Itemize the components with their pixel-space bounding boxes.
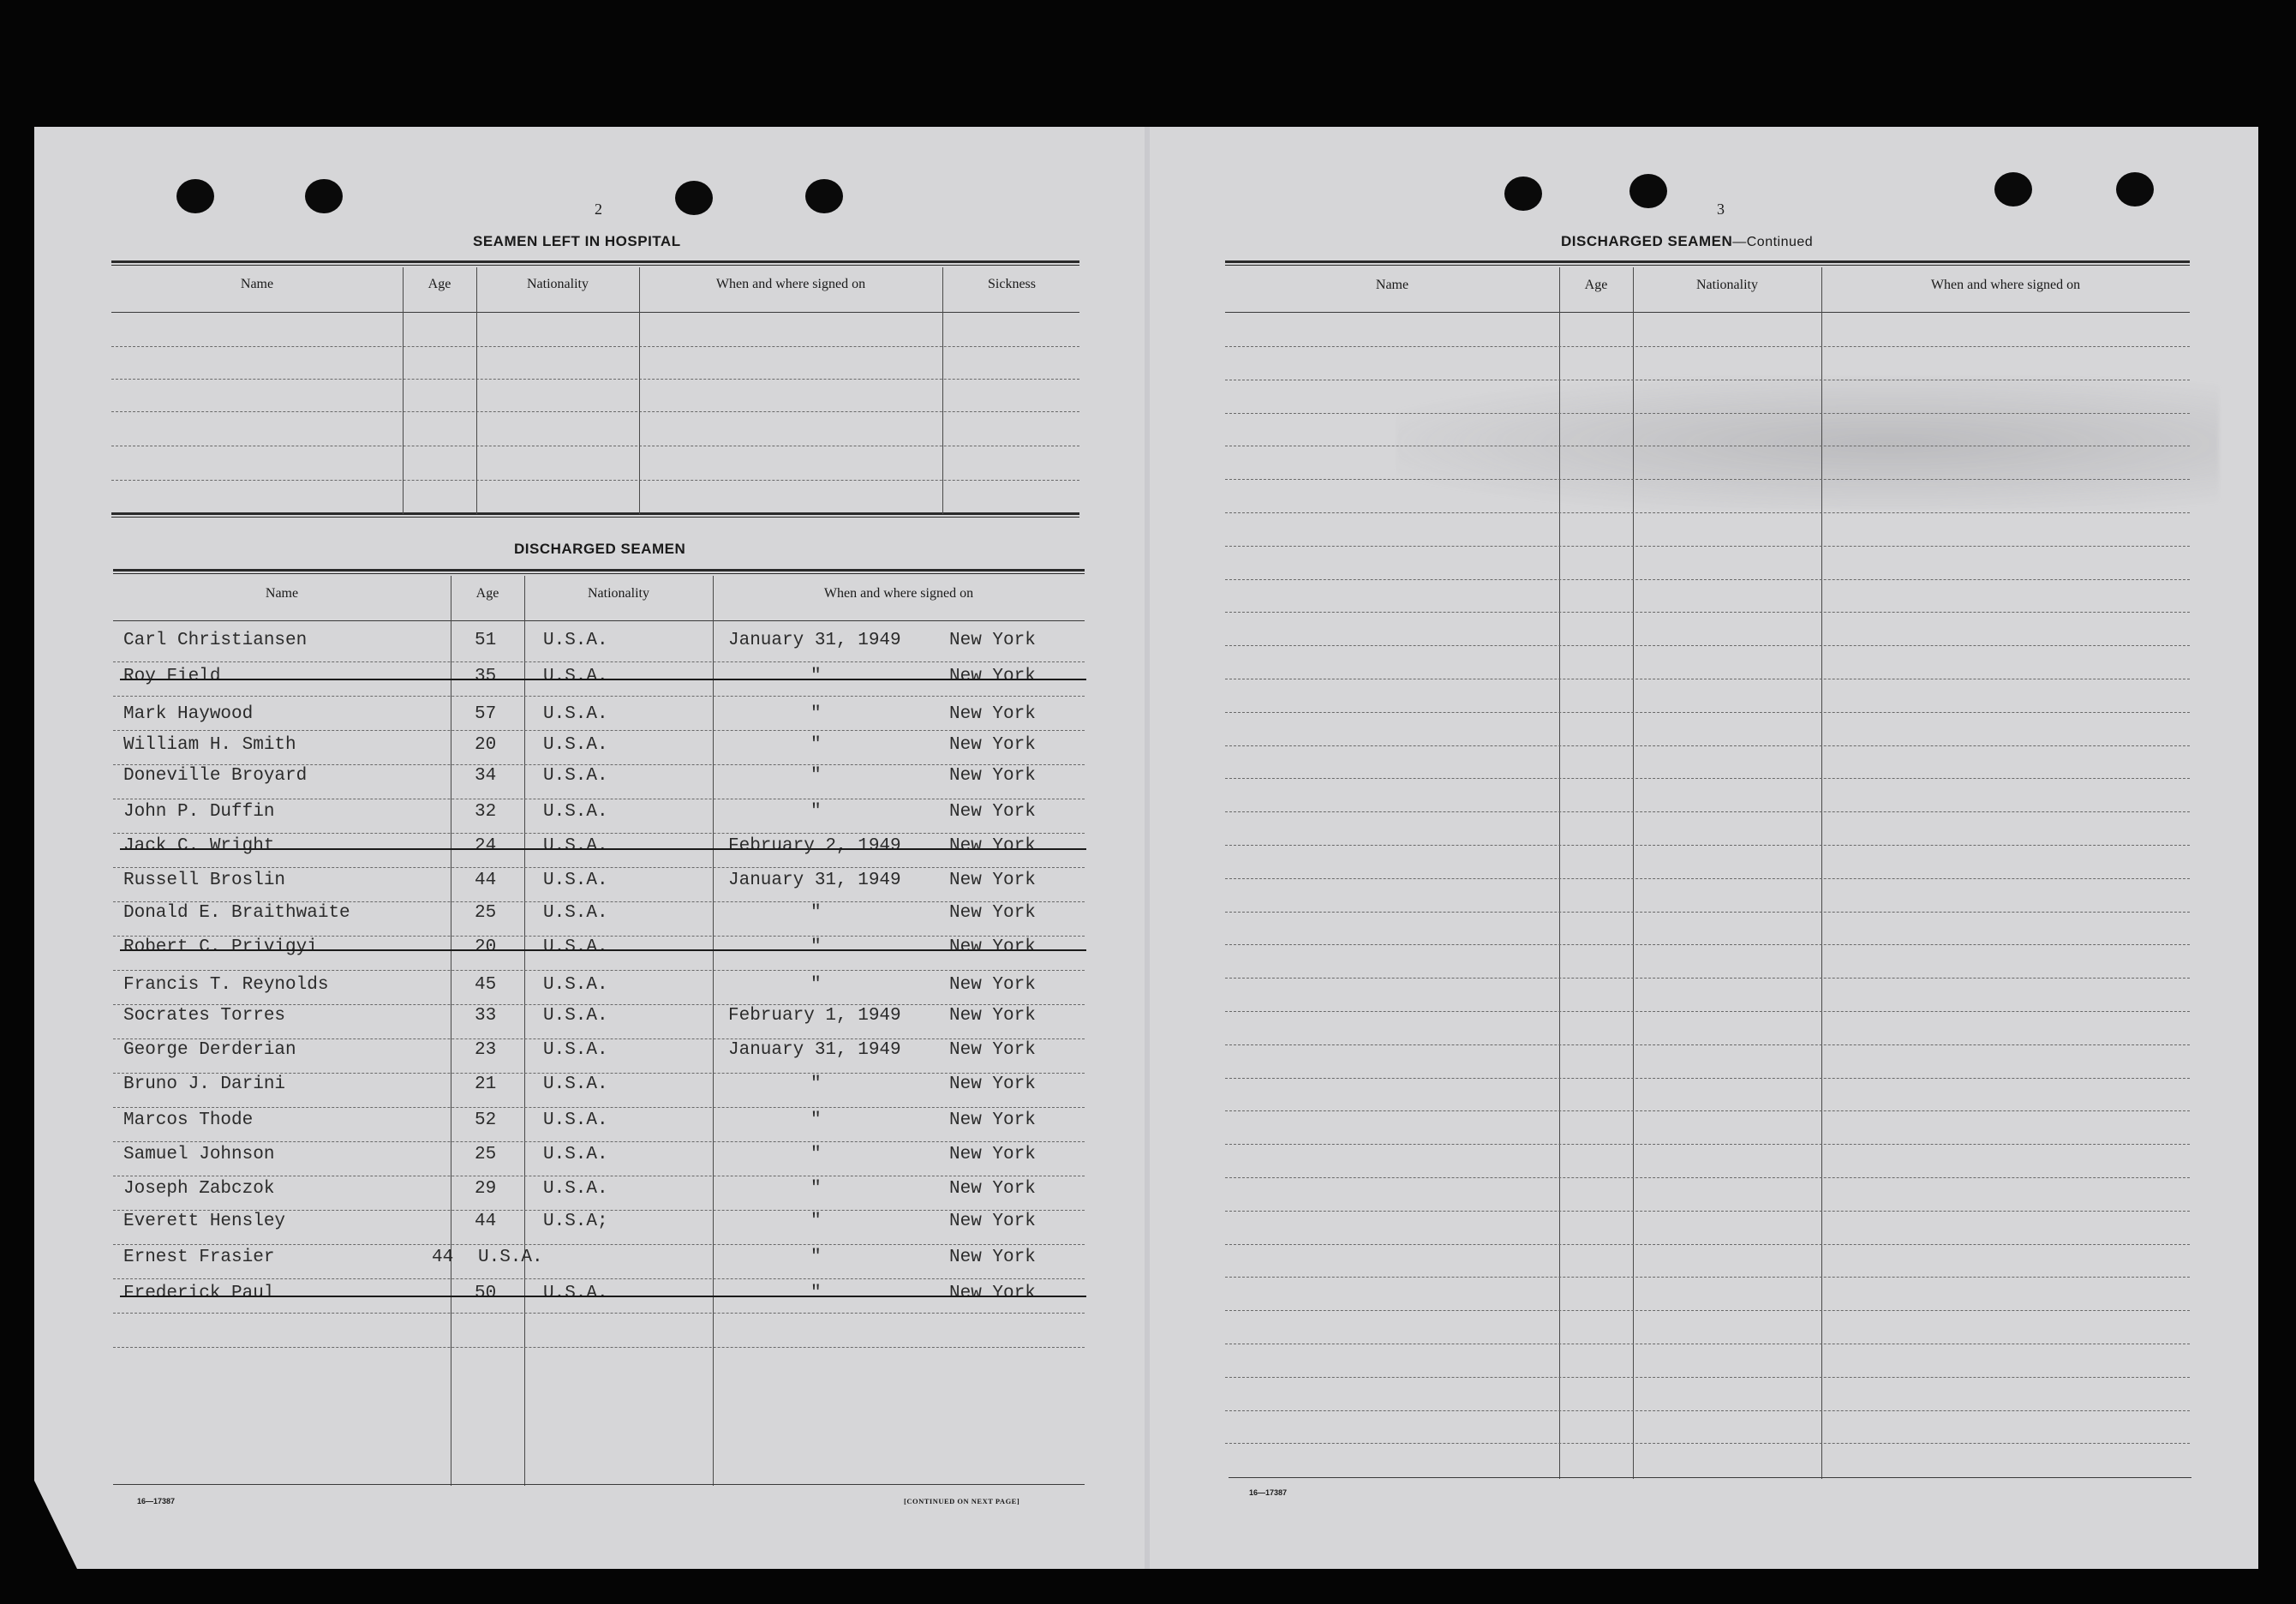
header-nationality: Nationality [588, 586, 649, 601]
blank-row-line [1225, 811, 2190, 812]
signed-on-place: New York [949, 1110, 1036, 1130]
punch-hole [675, 181, 713, 215]
signed-on-place: New York [949, 1179, 1036, 1199]
row-line [113, 1278, 1085, 1279]
column-divider [942, 267, 943, 514]
blank-row-line [1225, 413, 2190, 414]
seaman-name: Roy Field [123, 667, 221, 686]
table-top-rule [1225, 260, 2190, 266]
blank-row-line [111, 379, 1079, 380]
discharged-section-title: DISCHARGED SEAMEN [514, 541, 686, 557]
blank-row-line [1225, 1410, 2190, 1411]
seaman-nationality: U.S.A. [543, 1284, 608, 1303]
punch-hole [1994, 172, 2032, 206]
seaman-nationality: U.S.A. [543, 667, 608, 686]
header-underline [1225, 312, 2190, 313]
blank-row-line [1225, 1244, 2190, 1245]
seaman-age: 35 [475, 667, 497, 686]
continued-title-suffix: —Continued [1732, 235, 1814, 249]
signed-on-date: " [810, 1074, 822, 1094]
signed-on-place: New York [949, 704, 1036, 724]
signed-on-date: " [810, 1145, 822, 1164]
seaman-age: 52 [475, 1110, 497, 1130]
signed-on-date: January 31, 1949 [728, 871, 901, 890]
hospital-section-title: SEAMEN LEFT IN HOSPITAL [473, 233, 681, 249]
strikethrough-line [120, 848, 1086, 850]
row-line [113, 936, 1085, 937]
seaman-name: Jack C. Wright [123, 836, 275, 856]
seaman-name: Samuel Johnson [123, 1145, 275, 1164]
seaman-age: 21 [475, 1074, 497, 1094]
seaman-nationality: U.S.A. [478, 1248, 543, 1267]
punch-hole [176, 179, 214, 213]
table-bottom-line [113, 1484, 1085, 1485]
row-line [113, 1244, 1085, 1245]
seaman-name: Donald E. Braithwaite [123, 903, 350, 923]
seaman-name: Joseph Zabczok [123, 1179, 275, 1199]
header-sickness: Sickness [988, 277, 1036, 291]
signed-on-place: New York [949, 1040, 1036, 1060]
seaman-name: Everett Hensley [123, 1212, 286, 1231]
signed-on-place: New York [949, 1212, 1036, 1231]
seaman-nationality: U.S.A. [543, 1006, 608, 1026]
seaman-name: Socrates Torres [123, 1006, 286, 1026]
seaman-nationality: U.S.A. [543, 937, 608, 957]
seaman-nationality: U.S.A. [543, 735, 608, 755]
column-divider [1821, 267, 1822, 1479]
seaman-nationality: U.S.A. [543, 903, 608, 923]
signed-on-date: " [810, 975, 822, 995]
column-divider [1559, 267, 1560, 1479]
row-line [113, 661, 1085, 662]
row-line [113, 901, 1085, 902]
strikethrough-line [120, 949, 1086, 951]
header-underline [111, 312, 1079, 313]
blank-row-line [1225, 912, 2190, 913]
signed-on-place: New York [949, 735, 1036, 755]
seaman-age: 44 [475, 871, 497, 890]
blank-row-line [1225, 1144, 2190, 1145]
blank-row-line [1225, 1277, 2190, 1278]
blank-row-line [1225, 1177, 2190, 1178]
signed-on-date: " [810, 1284, 822, 1303]
page-number-left: 2 [595, 200, 602, 218]
seaman-name: John P. Duffin [123, 802, 275, 822]
blank-row-line [1225, 1310, 2190, 1311]
signed-on-place: New York [949, 1006, 1036, 1026]
row-line [113, 867, 1085, 868]
seaman-name: Marcos Thode [123, 1110, 254, 1130]
header-name: Name [240, 277, 274, 291]
blank-row-line [1225, 346, 2190, 347]
row-line [113, 1038, 1085, 1039]
seaman-age: 50 [475, 1284, 497, 1303]
signed-on-date: " [810, 937, 822, 957]
signed-on-date: " [810, 1212, 822, 1231]
ink-smudge [1396, 377, 2219, 510]
blank-row-line [111, 346, 1079, 347]
seaman-age: 45 [475, 975, 497, 995]
signed-on-place: New York [949, 1248, 1036, 1267]
seaman-name: William H. Smith [123, 735, 296, 755]
column-divider [1633, 267, 1634, 1479]
seaman-nationality: U.S.A. [543, 631, 608, 650]
signed-on-date: " [810, 766, 822, 786]
signed-on-place: New York [949, 802, 1036, 822]
seaman-nationality: U.S.A. [543, 1179, 608, 1199]
seaman-name: Frederick Paul [123, 1284, 275, 1303]
signed-on-date: February 2, 1949 [728, 836, 901, 856]
header-nationality: Nationality [527, 277, 589, 291]
form-number-left: 16—17387 [137, 1497, 176, 1505]
header-name: Name [265, 586, 299, 601]
blank-row-line [1225, 1110, 2190, 1111]
continued-section-title [1561, 233, 1813, 250]
signed-on-place: New York [949, 631, 1036, 650]
row-line [113, 1004, 1085, 1005]
seaman-nationality: U.S.A. [543, 871, 608, 890]
table-top-rule [113, 569, 1085, 574]
signed-on-date: " [810, 802, 822, 822]
seaman-age: 23 [475, 1040, 497, 1060]
header-underline [113, 620, 1085, 621]
column-divider [476, 267, 477, 514]
page-number-right: 3 [1717, 200, 1725, 218]
seaman-nationality: U.S.A. [543, 802, 608, 822]
signed-on-date: February 1, 1949 [728, 1006, 901, 1026]
row-line [113, 1107, 1085, 1108]
page-fold [1145, 127, 1150, 1569]
row-line [113, 1347, 1085, 1348]
seaman-nationality: U.S.A. [543, 1040, 608, 1060]
signed-on-date: January 31, 1949 [728, 1040, 901, 1060]
blank-row-line [1225, 1078, 2190, 1079]
blank-row-line [111, 480, 1079, 481]
blank-row-line [1225, 745, 2190, 746]
form-number-right: 16—17387 [1249, 1488, 1288, 1497]
seaman-age: 33 [475, 1006, 497, 1026]
blank-row-line [1225, 778, 2190, 779]
blank-row-line [1225, 944, 2190, 945]
blank-row-line [1225, 1044, 2190, 1045]
signed-on-place: New York [949, 903, 1036, 923]
punch-hole [305, 179, 343, 213]
row-line [113, 833, 1085, 834]
row-line [113, 730, 1085, 731]
strikethrough-line [120, 679, 1086, 680]
table-top-rule [111, 260, 1079, 266]
column-divider [713, 576, 714, 1486]
continued-note: [CONTINUED ON NEXT PAGE] [904, 1497, 1020, 1505]
blank-row-line [1225, 1011, 2190, 1012]
punch-hole [2116, 172, 2154, 206]
seaman-age: 29 [475, 1179, 497, 1199]
blank-row-line [1225, 712, 2190, 713]
seaman-nationality: U.S.A. [543, 1110, 608, 1130]
seaman-name: Bruno J. Darini [123, 1074, 286, 1094]
header-nationality: Nationality [1696, 278, 1758, 292]
column-divider [524, 576, 525, 1486]
seaman-name: Ernest Frasier [123, 1248, 275, 1267]
seaman-name: Doneville Broyard [123, 766, 308, 786]
seaman-name: Mark Haywood [123, 704, 254, 724]
seaman-nationality: U.S.A. [543, 836, 608, 856]
seaman-name: Carl Christiansen [123, 631, 308, 650]
seaman-nationality: U.S.A. [543, 704, 608, 724]
seaman-age: 57 [475, 704, 497, 724]
blank-row-line [1225, 845, 2190, 846]
signed-on-date: " [810, 704, 822, 724]
seaman-nationality: U.S.A. [543, 975, 608, 995]
table-bottom-rule [111, 512, 1079, 518]
strikethrough-line [120, 1296, 1086, 1297]
blank-row-line [1225, 978, 2190, 979]
signed-on-date: " [810, 903, 822, 923]
seaman-name: Russell Broslin [123, 871, 286, 890]
seaman-age: 32 [475, 802, 497, 822]
row-line [113, 1141, 1085, 1142]
seaman-nationality: U.S.A. [543, 766, 608, 786]
seaman-age: 20 [475, 937, 497, 957]
blank-row-line [1225, 1211, 2190, 1212]
header-signed-on: When and where signed on [823, 586, 974, 601]
seaman-age: 24 [475, 836, 497, 856]
blank-row-line [1225, 645, 2190, 646]
signed-on-date: " [810, 1248, 822, 1267]
header-age: Age [428, 277, 451, 291]
continued-title-text: DISCHARGED SEAMEN [1561, 233, 1733, 249]
blank-row-line [1225, 878, 2190, 879]
signed-on-place: New York [949, 1284, 1036, 1303]
signed-on-date: " [810, 735, 822, 755]
signed-on-place: New York [949, 667, 1036, 686]
header-signed-on: When and where signed on [715, 277, 866, 291]
signed-on-date: " [810, 667, 822, 686]
row-line [113, 696, 1085, 697]
row-line [113, 1073, 1085, 1074]
seaman-nationality: U.S.A; [543, 1212, 608, 1231]
signed-on-place: New York [949, 871, 1036, 890]
signed-on-place: New York [949, 937, 1036, 957]
header-name: Name [1375, 278, 1409, 292]
signed-on-date: January 31, 1949 [728, 631, 901, 650]
signed-on-place: New York [949, 766, 1036, 786]
row-line [113, 1313, 1085, 1314]
punch-hole [1504, 177, 1542, 211]
punch-hole [805, 179, 843, 213]
blank-row-line [1225, 1377, 2190, 1378]
blank-row-line [1225, 479, 2190, 480]
seaman-name: Francis T. Reynolds [123, 975, 329, 995]
seaman-nationality: U.S.A. [543, 1145, 608, 1164]
table-bottom-line [1229, 1477, 2191, 1478]
punch-hole [1629, 174, 1667, 208]
seaman-age: 44 [475, 1212, 497, 1231]
blank-row-line [1225, 1443, 2190, 1444]
row-line [113, 1210, 1085, 1211]
blank-row-line [111, 411, 1079, 412]
column-divider [403, 267, 404, 514]
blank-row-line [1225, 579, 2190, 580]
seaman-age: 51 [475, 631, 497, 650]
blank-row-line [1225, 546, 2190, 547]
seaman-age: 20 [475, 735, 497, 755]
signed-on-date: " [810, 1179, 822, 1199]
blank-row-line [1225, 612, 2190, 613]
signed-on-place: New York [949, 1145, 1036, 1164]
row-line [113, 970, 1085, 971]
signed-on-date: " [810, 1110, 822, 1130]
header-age: Age [1584, 278, 1608, 292]
row-line [113, 764, 1085, 765]
signed-on-place: New York [949, 836, 1036, 856]
seaman-age: 34 [475, 766, 497, 786]
seaman-name: Robert C. Privigyi [123, 937, 318, 957]
signed-on-place: New York [949, 975, 1036, 995]
header-age: Age [475, 586, 499, 601]
column-divider [639, 267, 640, 514]
header-signed-on: When and where signed on [1930, 278, 2081, 292]
seaman-age: 25 [475, 1145, 497, 1164]
seaman-nationality: U.S.A. [543, 1074, 608, 1094]
seaman-name: George Derderian [123, 1040, 296, 1060]
seaman-age: 44 [432, 1248, 454, 1267]
signed-on-place: New York [949, 1074, 1036, 1094]
blank-row-line [1225, 512, 2190, 513]
seaman-age: 25 [475, 903, 497, 923]
